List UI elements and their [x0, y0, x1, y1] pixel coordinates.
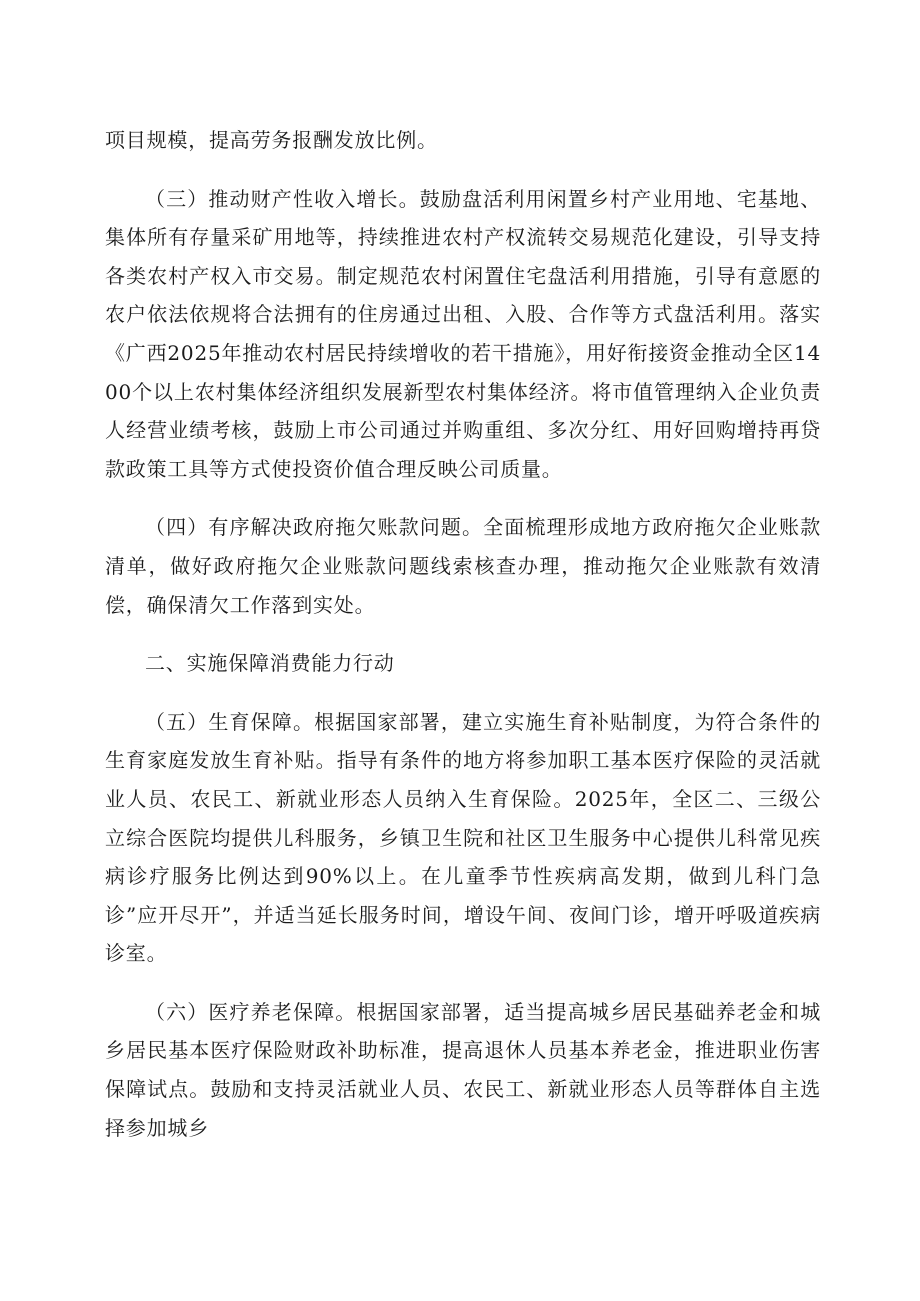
document-page: [105, 121, 821, 1167]
continuation-paragraph: 项目规模，提高劳务报酬发放比例。: [105, 128, 438, 152]
section-heading-2: 二、实施保障消费能力行动: [145, 651, 395, 676]
paragraph-item-6: （六）医疗养老保障。根据国家部署，适当提高城乡居民基础养老金和城乡居民基本医疗保险财政补助标准，提高退休人员基本养老金，推进职业伤害保障试点。鼓励和支持灵活就业人员、农民工、新就业形态人员等群体自主选择参加城乡: [105, 999, 821, 1140]
paragraph-item-3: （三）推动财产性收入增长。鼓励盘活利用闲置乡村产业用地、宅基地、集体所有存量采矿用地等，持续推进农村产权流转交易规范化建设，引导支持各类农村产权入市交易。制定规范农村闲置住宅盘活利用措施，引导有意愿的农户依法依规将合法拥有的住房通过出租、入股、合作等方式盘活利用。落实《广西2025年推动农村居民持续增收的若干措施》，用好衔接资金推动全区1400个以上农村集体经济组织发展新型农村集体经济。将市值管理纳入企业负责人经营业绩考核，鼓励上市公司通过并购重组、多次分红、用好回购增持再贷款政策工具等方式使投资价值合理反映公司质量。: [105, 186, 821, 481]
paragraph-item-5: （五）生育保障。根据国家部署，建立实施生育补贴制度，为符合条件的生育家庭发放生育补贴。指导有条件的地方将参加职工基本医疗保险的灵活就业人员、农民工、新就业形态人员纳入生育保险。2025年，全区二、三级公立综合医院均提供儿科服务，乡镇卫生院和社区卫生服务中心提供儿科常见疾病诊疗服务比例达到90%以上。在儿童季节性疾病高发期，做到儿科门急诊”应开尽开”，并适当延长服务时间，增设午间、夜间门诊，增开呼吸道疾病诊室。: [105, 709, 821, 966]
paragraph-item-4: （四）有序解决政府拖欠账款问题。全面梳理形成地方政府拖欠企业账款清单，做好政府拖欠企业账款问题线索核查办理，推动拖欠企业账款有效清偿，确保清欠工作落到实处。: [105, 515, 821, 617]
